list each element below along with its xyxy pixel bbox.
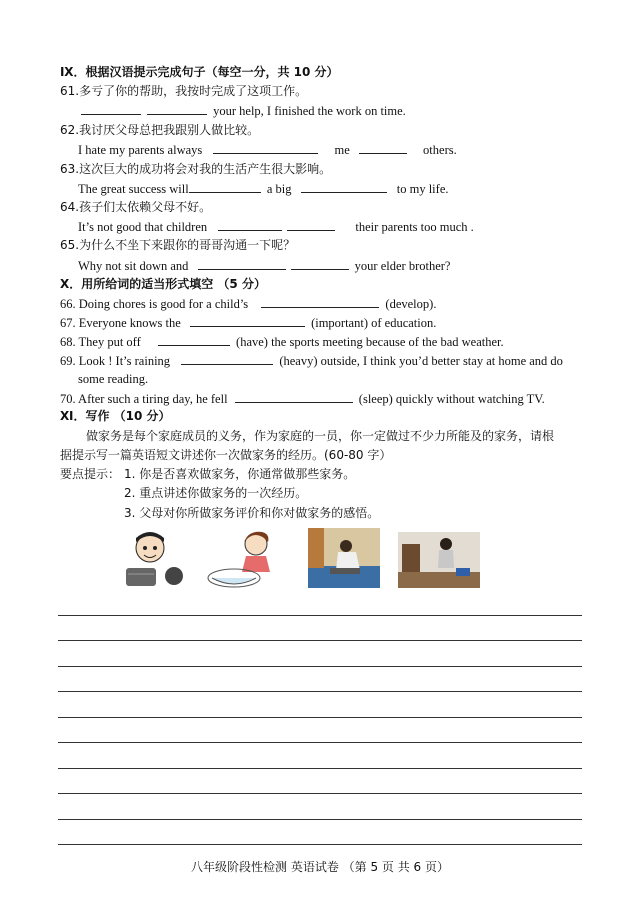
q69-blank[interactable]	[181, 352, 273, 365]
photo-1-shelf	[308, 528, 324, 568]
writing-line-7[interactable]	[58, 768, 582, 769]
photo-child-vacuuming	[398, 532, 480, 588]
q62-text-c: others.	[423, 143, 457, 157]
section-9-title: Ⅸ．根据汉语提示完成句子（每空一分，共 10 分）	[60, 65, 339, 79]
section-11-title: Ⅺ．写作 （10 分）	[60, 409, 171, 423]
q63-text-c: to my life.	[396, 182, 449, 196]
cartoon-girl-washing-image	[204, 528, 286, 590]
q68-text-b: (have) the sports meeting because of the bad weather.	[236, 335, 504, 349]
q64-chinese: 64.孩子们太依赖父母不好。	[60, 200, 212, 214]
q63-text-b: a big	[266, 182, 292, 196]
point-3: 3. 父母对你所做家务评价和你对做家务的感悟。	[124, 506, 380, 520]
q62-text-a: I hate my parents always	[78, 143, 203, 157]
q61-blank-1[interactable]	[81, 102, 141, 115]
trash-bin-shape	[126, 568, 156, 586]
q70-text-b: (sleep) quickly without watching TV.	[358, 392, 545, 406]
q66-text-b: (develop).	[385, 297, 437, 311]
q68	[60, 333, 504, 350]
q63-text-a: The great success will	[78, 182, 189, 196]
writing-prompt-line-1: 做家务是每个家庭成员的义务，作为家庭的一员，你一定做过不少力所能及的家务，请根	[86, 429, 555, 443]
q68-blank[interactable]	[158, 333, 230, 346]
q69-text-b: (heavy) outside, I think you’d better stay at home and do	[279, 354, 563, 368]
q67-blank[interactable]	[190, 314, 305, 327]
q65-blank-1[interactable]	[198, 257, 286, 270]
q65-chinese: 65.为什么不坐下来跟你的哥哥沟通一下呢？	[60, 238, 296, 252]
q70	[60, 390, 545, 407]
q69-text-a: 69. Look ! It’s raining	[60, 354, 171, 368]
q62-text-b: me	[334, 143, 350, 157]
q70-blank[interactable]	[235, 390, 353, 403]
q67	[60, 314, 436, 331]
point-1: 1. 你是否喜欢做家务，你通常做那些家务。	[124, 467, 356, 481]
q64-blank-2[interactable]	[287, 218, 335, 231]
q64-text-b: their parents too much .	[355, 220, 474, 234]
q64-text-a: It’s not good that children	[78, 220, 208, 234]
q63-blank-1[interactable]	[189, 180, 261, 193]
q69-continued: some reading.	[78, 372, 149, 386]
writing-line-4[interactable]	[58, 691, 582, 692]
photo-child-cleaning-floor	[308, 528, 380, 588]
q64-english	[78, 218, 474, 235]
q63-chinese: 63.这次巨大的成功将会对我的生活产生很大影响。	[60, 162, 332, 176]
writing-prompt-line-2: 据提示写一篇英语短文讲述你一次做家务的经历。(60-80 字）	[60, 448, 392, 462]
page-footer: 八年级阶段性检测 英语试卷 （第 5 页 共 6 页）	[191, 860, 449, 874]
q68-text-a: 68. They put off	[60, 335, 141, 349]
q63-blank-2[interactable]	[301, 180, 387, 193]
q67-text-a: 67. Everyone knows the	[60, 316, 181, 330]
photo-1-bucket	[330, 568, 360, 574]
cartoon-boy-trash-image	[120, 528, 190, 590]
photo-2-vacuum	[456, 568, 470, 576]
writing-line-5[interactable]	[58, 717, 582, 718]
section-10-title: Ⅹ．用所给词的适当形式填空 （5 分）	[60, 277, 266, 291]
q69	[60, 352, 563, 369]
writing-line-9[interactable]	[58, 819, 582, 820]
q66-blank[interactable]	[261, 295, 379, 308]
q61-english	[78, 102, 406, 119]
writing-line-1[interactable]	[58, 615, 582, 616]
q65-text-b: your elder brother?	[354, 259, 451, 273]
q70-text-a: 70. After such a tiring day, he fell	[60, 392, 228, 406]
q61-text: your help, I finished the work on time.	[213, 104, 406, 118]
q61-chinese: 61.多亏了你的帮助，我按时完成了这项工作。	[60, 84, 308, 98]
garbage-bag-shape	[165, 567, 183, 585]
q66-text-a: 66. Doing chores is good for a child’s	[60, 297, 249, 311]
writing-line-3[interactable]	[58, 666, 582, 667]
writing-line-2[interactable]	[58, 640, 582, 641]
point-2: 2. 重点讲述你做家务的一次经历。	[124, 486, 308, 500]
photo-2-cabinet	[402, 544, 420, 572]
boy-eye-left	[143, 546, 147, 550]
points-label: 要点提示：	[60, 467, 121, 481]
photo-2-child-body	[438, 550, 454, 568]
q65-blank-2[interactable]	[291, 257, 349, 270]
q66	[60, 295, 436, 312]
photo-1-child-body	[336, 552, 360, 570]
q62-blank-1[interactable]	[213, 141, 318, 154]
basin-water-shape	[212, 578, 256, 584]
q65-text-a: Why not sit down and	[78, 259, 189, 273]
writing-line-10[interactable]	[58, 844, 582, 845]
q62-chinese: 62.我讨厌父母总把我跟别人做比较。	[60, 123, 260, 137]
q63-english	[78, 180, 449, 197]
writing-line-6[interactable]	[58, 742, 582, 743]
q62-english	[78, 141, 457, 158]
photo-1-child-head	[340, 540, 352, 552]
photo-2-child-head	[440, 538, 452, 550]
q64-blank-1[interactable]	[218, 218, 282, 231]
q65-english	[78, 257, 450, 274]
q61-blank-2[interactable]	[147, 102, 207, 115]
q67-text-b: (important) of education.	[311, 316, 437, 330]
q62-blank-2[interactable]	[359, 141, 407, 154]
boy-eye-right	[153, 546, 157, 550]
writing-line-8[interactable]	[58, 793, 582, 794]
